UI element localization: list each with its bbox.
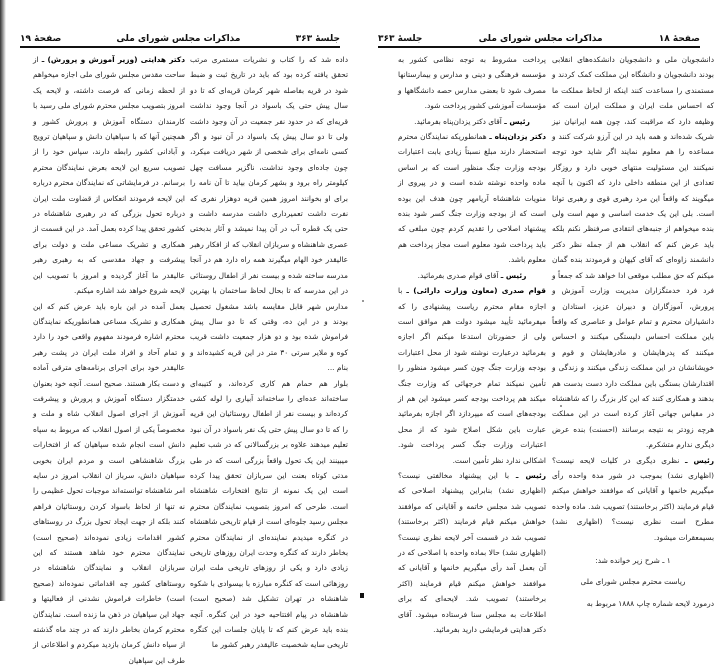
- paragraph: [552, 52, 714, 453]
- session-number: جلسهٔ ۳۶۳: [296, 34, 340, 44]
- right-page: [363, 0, 726, 601]
- speaker-name: رئیس ـ: [685, 456, 714, 465]
- running-title: مذاکرات مجلس شورای ملی: [479, 34, 603, 44]
- text-column-right: [33, 52, 185, 668]
- paragraph-text: همانطوریکه نمایندگان محترم استحضار دارند مبلغ نسبتاً زیادی بابت اعتبارات بودجه وزارت جنگ منظور است که بر اساس ماده واحده نوشته شده است و در پیروی از منویات شاهنشاه آریامهر چون هدف این بوده است که از بودجه وزارت جنگ کسر شود بنده پیشنهاد اصلاحی را تقدیم کردم چون مبلغی که باید پرداخت شود معلوم است مجاز پرداخت هم معلوم باشد.: [398, 132, 546, 264]
- page-number: صفحهٔ ۱۸: [659, 34, 700, 44]
- paragraph-text: پرداخت مشروط به توجه نظامی کشور به مؤسسه فرهنگی و دینی و مدارس و بیمارستانها مصرف شود تا بعضی مدارس حصه دانشگاهها و مؤسسات آموزشی کشور پرداخت شود.: [398, 55, 546, 110]
- speaker-name: دکتر یزدان‌پناه ـ: [489, 132, 546, 141]
- session-number: جلسهٔ ۳۶۳: [378, 34, 422, 44]
- paragraph-text: با این پیشنهاد مخالفتی نیست؟ (اظهاری نشد) بنابراین پیشنهاد اصلاحی که تصویب شد مجلس خاتمه و آقایانی که موافقند خواهش میکنم قیام فرمایند (اکثر برخاستند) تصویب شد در قسمت آخر لایحه نظری نیست؟ (اظهاری نشد) حالا بماده واحده با اصلاحی که در آن بعمل آمد رأی میگیریم خانمها و آقایانی که موافقند خواهش میکنم قیام فرمایند (اکثر برخاستند) تصویب شد. لایحه‌ای که برای اطلاعات به مجلس سنا فرستاده میشود. آقای دکتر هدایتی فرمایشی دارید بفرمائید.: [398, 471, 546, 634]
- paragraph: [552, 574, 714, 589]
- paragraph-text: درمورد لایحه شماره چاپ ۱۸۸۸ مربوط به: [587, 599, 714, 608]
- speaker-name: دکتر هدایتی (وزیر آموزش و پرورش) ـ: [42, 55, 185, 64]
- page-header: [378, 30, 700, 44]
- paragraph-text: با اجازه مقام محترم ریاست پیشنهادی را که میفرمائید تأیید میشود دولت هم موافق است ولی از حضورتان استدعا میکنم اگر اجازه بفرمائید درعبارت نوشته شود از محل اعتبارات بودجه وزارت جنگ چون کسر میشود منظور را تأمین نمیکند تمام خرجهائی که وزارت جنگ میکند هم پرداخت بودجه کسر میشود این هم از بودجه‌های است که میپردازد اگر اجازه بفرمائید عبارت باین شکل اصلاح شود که از محل اعتبارات وزارت جنگ کسر پرداخت شود. اشکالی ندارد نظر تأمین است.: [398, 286, 546, 464]
- page-header: [20, 30, 340, 44]
- paragraph-text: آقای دکتر یزدان‌پناه بفرمائید.: [414, 117, 502, 126]
- paragraph: [398, 129, 546, 268]
- paragraph-text: آقای قوام صدری بفرمائید.: [418, 271, 499, 280]
- paragraph-text: بعمل آمده در این باره باید عرض کنم که این همکاری و تشریک مساعی همانطوریکه نمایندگان محترم اشاره فرمودند مفهوم واقعی خود را دارد و تمام آحاد و افراد ملت ایران در پشت رهبر عالیقدر خود برای اجرای برنامه‌های مترقی آماده و دست بکار هستند. صحیح است. آنچه خود بعنوان خدمتگزار دستگاه آموزش و پرورش و پیشرفت آموزش از اجرای اصول انقلاب شاه و ملت و مخصوصاً یکی از اصول انقلاب که مربوط به سپاه دانش است انجام شده سپاهیان که از افتخارات بزرگ شاهنشاهی است و مردم ایران بخوبی سپاهیان دانش، سرباز ان انقلاب امروز در سایه امر شاهنشاه توانسته‌اند موجبات تحول عظیمی را نه تنها از لحاظ باسواد کردن روستائیان فراهم کنند بلکه از جهت ایجاد تحول بزرگ در روستاهای کشور اقدامات زیادی نموده‌اند (صحیح است) نمایندگان محترم خود شاهد هستند که این سربازان انقلاب و نمایندگان شاهنشاه در روستاهای کشور چه اقداماتی نموده‌اند (صحیح است) خاطرات فراموش نشدنی از فعالیتها و جهاد این سپاهیان در ذهن ما زنده است. نمایندگان محترم کرمان بخاطر دارند که در چند ماه گذشته از سپاه دانش کرمان بازدید میکردم و اطلاعاتی از طرف این سپاهیان: [33, 302, 185, 665]
- paragraph-text: از ساحت مقدس مجلس شورای ملی اجازه میخواهم از لحظه زمانی که فرصت داشته، و لایحه یک امروز بتصویب مجلس محترم شورای ملی رسید با کارمندان دستگاه آموزش و پرورش کشور و همچنین آنها که با سپاهیان دانش و سپاهیان ترویج و آبادانی کشور رابطه دارند، سپاس خود را از تصویب سریع این لایحه بعرض نمایندگان محترم برسانم. در فرمایشاتی که نمایندگان محترم درباره این لایحه فرمودند انعکاس از قضاوت ملت ایران درباره تحول بزرگی که در رهبری شاهنشاه در کشور تحقق پیدا کرده بعمل آمد. در این قسمت از همکاری و تشریک مساعی ملت و دولت برای پیشرفت و جهاد مقدسی که به رهبری رهبر عالیقدر ما آغاز گردیده و امروز با تصویب این لایحه شروع خواهد شد اشاره میکنم.: [33, 55, 185, 295]
- paragraph: [190, 376, 348, 653]
- text-column-left: [398, 52, 546, 637]
- page-number: صفحهٔ ۱۹: [20, 34, 61, 44]
- paragraph: [398, 268, 546, 283]
- paragraph-text: داده شد که را کتاب و نشریات مستمری مرتب تحقق یافته کرده بود که باید در تاریخ ثبت و ضبط شود در قریه بفاصله شهر کرمان قریه‌ای که تا دو سال پیش حتی یک باسواد در آنجا وجود نداشت قریه‌ای که در حدود نفر جمعیت در آن وجود داشت ولی تا دو سال پیش یک باسواد در آن نبود و اگر کسی نامه‌ای برای شخصی از شهر دریافت میکرد، چون جاده‌ای وجود نداشت، ناگزیر مسافت چهل کیلومتر راه برود و بشهر کرمان بیاید تا آن نامه را برای او بخوانند امروز همین قریه دوهزار نفری که نفرت داشت تعمیرداری داشت مدرسه داشت و حتی یک قطره آب در آن پیدا نمیشد و آثار بدبختی عصری شاهنشاه و سربازان انقلاب که از افکار رهبر عالیقدر خود الهام میگیرند همه راه دارد هم در آنجا مدرسه ساخته شده و بیست نفر از اطفال روستائی در این مدرسه که تا بحال لحاظ ساختمان با بهترین مدارس شهر قابل مقایسه باشد مشغول تحصیل بودند و در این ده، وقتی که تا دو سال پیش فراموش شده بود و دو هزار جمعیت داشت قریب کوه و ملایر سرتی ۳۰ متر در این قریه کشیده‌اند و بنام ...: [190, 55, 348, 372]
- text-column-left: [190, 52, 348, 653]
- paragraph: [398, 468, 546, 637]
- scan-speck: [560, 405, 562, 407]
- speaker-name: رئیس ـ: [516, 471, 546, 480]
- paragraph: [398, 114, 546, 129]
- paragraph-text: ۱ ـ شرح زیر خوانده شد:: [595, 556, 670, 565]
- speaker-name: قوام صدری (معاون وزارت دارائی) ـ: [406, 286, 546, 295]
- header-rule: [378, 46, 700, 48]
- paragraph-text: ریاست محترم مجلس شورای ملی: [581, 577, 686, 586]
- scan-speck: [362, 300, 364, 302]
- left-page: [0, 0, 363, 601]
- paragraph: [552, 553, 714, 568]
- header-rule: [20, 46, 340, 48]
- paragraph: [33, 52, 185, 299]
- text-column-right: [552, 52, 714, 611]
- paragraph: [33, 299, 185, 668]
- paragraph: [190, 52, 348, 376]
- paragraph: [398, 52, 546, 114]
- running-title: مذاکرات مجلس شورای ملی: [116, 34, 240, 44]
- paragraph: [552, 453, 714, 545]
- speaker-name: رئیس ـ: [501, 271, 527, 280]
- speaker-name: رئیس ـ: [504, 117, 530, 126]
- paragraph-text: نظری دیگری در کلیات لایحه نیست؟ (اظهاری نشد) بموجب در شور مدة واحده رأی میگیریم خانمها و آقایانی که موافقند خواهش میکنم قیام فرمایند (اکثر برخاستند) تصویب شد. ماده واحده مطرح است نظری نیست؟ (اظهاری نشد) بسیمعقرات میشود.: [552, 456, 714, 542]
- paragraph: [398, 283, 546, 468]
- footer-mark: [360, 593, 364, 598]
- paragraph: [552, 596, 714, 611]
- paragraph-text: بلوار هم حمام هم کاری کرده‌اند، و کتیبه‌ای ساخته‌اند عده‌ای را ساخته‌اند آبیاری را لوله کشی کرده‌اند و بیست نفر از اطفال روستائیان این قریه را که تا دو سال پیش حتی یک نفر باسواد در آن نبود تعلیم میدهند علاوه بر بزرگسالانی که در شب تعلیم میبینند این یک تحول واقعاً بزرگی است که در طی مدتی کوتاه بعنت این سربازان تحقق پیدا کرده است این یک نمونه از نتایج افتخارات شاهنشاه است. طرحی که امروز بتصویب نمایندگان محترم مجلس رسید جلوه‌ای است از قیام تاریخی شاهنشاه در کنگره میدیدم نماینده‌ای از نمایندگان محترم بخاطر دارند که کنگره وحدت ایران روزهای تاریخی زیادی دارد و یکی از روزهای تاریخی ملت ایران روزهائی است که کنگره مبارزه با بیسوادی با شکوه شاهنشاه در تهران تشکیل شد (صحیح است) شاهنشاه در پیام افتتاحیه خود در این کنگره. آنچه بنده باید عرض کنم که تا پایان جلسات این کنگره تاریخی سایه شخصیت عالیقدر رهبر کشور ما: [190, 379, 348, 650]
- paragraph-text: دانشجویان ملی و دانشجویان دانشکده‌های انقلابی بودند دانشجویان و دانشگاه این مملکت کمک کردند و مستمندی را مساعدت کنند اینکه از لحاظ مملکت ما که احساس ملت ایران و مملکت ایران است که وظیفه دارد که مراقبت کند، چون همه ایرانیان نیز شریک شده‌اند و همه باید در این آرزو شرکت کنند و مساعده را هم معلوم نمایند اگر شاید خود توجه نمیکنند این مسئولیت منتهای خوبی دارد و روزگار تعدادی از این منطقه داخلی دارد که اکنون با آنچه میگویند که واقعاً این مرد رهبری قوی و رهبری توانا است. بلی این یک خدمت اساسی و مهم است ولی بنده میخواهم از جنبه‌های انتقادی صرفنظر نکنم بلکه باید عرض کنم که انقلاب هم از جمله نظر دکتر دانشمند زاوه‌ای که آقای کیهان و فرمودند بنده گمان میکنم که حق مطلب موقعی ادا خواهد شد که جمعاً و فرد فرد خدمتگزاران مدیریت وزارت آموزش و پرورش، آموزگاران و دبیران عزیز، استادان و دانشیاران محترم و تمام عوامل و عناصری که واقعاً باین مملکت احساس دلبستگی میکنند و احساس میکنند که پدرهایشان و مادرهایشان و قوم و خویشانشان در این مملکت زندگی میکنند و زندگی و اقتدارشان بستگی باین مملکت دارد دست بدست هم بدهند و همکاری کنند که این کار بزرگ را که شاهنشاه در مقیاس جهانی آغاز کرده است در این مملکت هرچه زودتر به نتیجه برسانند (احسنت) بنده عرض دیگری ندارم متشکرم.: [552, 55, 714, 449]
